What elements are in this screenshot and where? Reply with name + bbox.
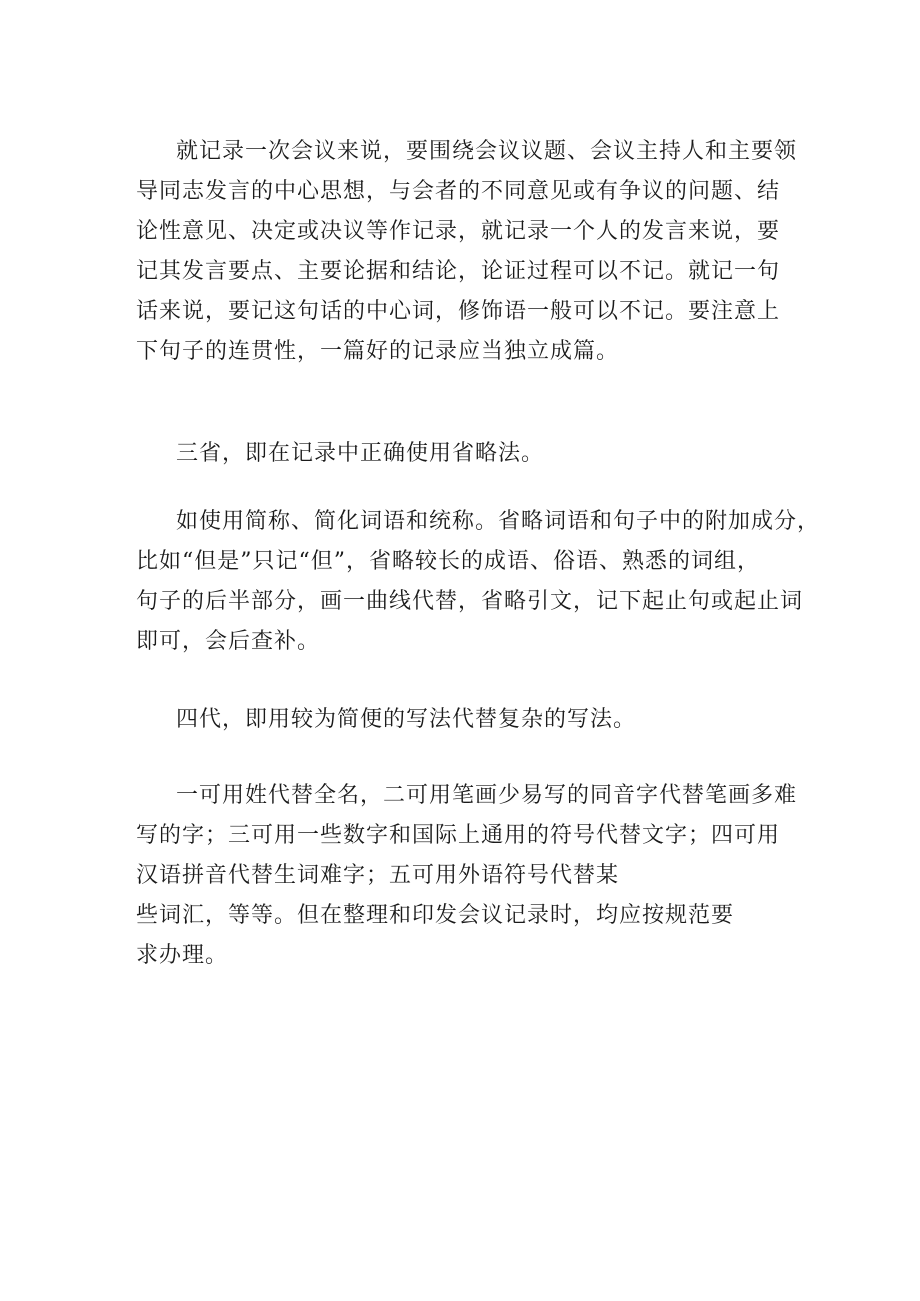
paragraph-substitute-detail — [136, 776, 796, 976]
text-line: 即可，会后查补。 — [136, 629, 321, 654]
text-line: 汉语拼音代替生词难字；五可用外语符号代替某 — [136, 863, 620, 888]
text-line: 论性意见、决定或决议等作记录，就记录一个人的发言来说，要 — [136, 219, 781, 244]
paragraph-omit-heading — [136, 434, 796, 474]
paragraph-omit-detail — [136, 502, 821, 662]
text-line: 四代，即用较为简便的写法代替复杂的写法。 — [176, 707, 637, 732]
text-line: 下句子的连贯性，一篇好的记录应当独立成篇。 — [136, 339, 620, 364]
text-line: 句子的后半部分，画一曲线代替，省略引文，记下起止句或起止词 — [136, 589, 804, 614]
text-line: 比如“但是”只记“但”，省略较长的成语、俗语、熟悉的词组， — [136, 549, 760, 574]
text-line: 一可用姓代替全名，二可用笔画少易写的同音字代替笔画多难 — [176, 783, 798, 808]
text-line: 如使用简称、简化词语和统称。省略词语和句子中的附加成分， — [176, 509, 821, 534]
text-line: 求办理。 — [136, 943, 229, 968]
text-line: 些词汇，等等。但在整理和印发会议记录时，均应按规范要 — [136, 903, 735, 928]
paragraph-meeting-record — [136, 132, 796, 372]
text-line: 写的字；三可用一些数字和国际上通用的符号代替文字；四可用 — [136, 823, 781, 848]
text-line: 导同志发言的中心思想，与会者的不同意见或有争议的问题、结 — [136, 179, 781, 204]
text-line: 话来说，要记这句话的中心词，修饰语一般可以不记。要注意上 — [136, 299, 781, 324]
paragraph-substitute-heading — [136, 700, 796, 740]
text-line: 就记录一次会议来说，要围绕会议议题、会议主持人和主要领 — [176, 139, 798, 164]
text-line: 记其发言要点、主要论据和结论，论证过程可以不记。就记一句 — [136, 259, 781, 284]
text-line: 三省，即在记录中正确使用省略法。 — [176, 441, 545, 466]
